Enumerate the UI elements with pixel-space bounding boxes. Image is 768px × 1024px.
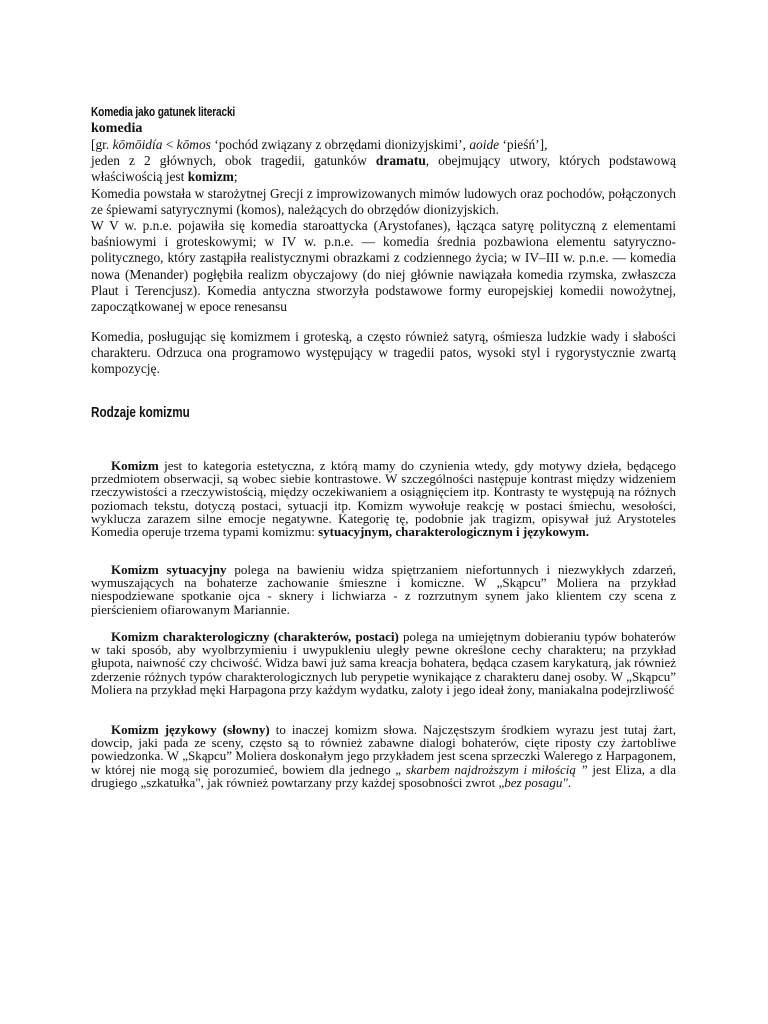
komizm-jezykowy-term: Komizm językowy (słowny): [111, 722, 270, 737]
etymology-word-komoidia: kōmōidía: [112, 137, 163, 152]
definition-term-dramatu: dramatu: [375, 153, 426, 169]
quote-bez-posagu: bez posagu": [504, 774, 568, 790]
etymology-separator: <: [162, 137, 177, 152]
definition-block: [91, 137, 676, 315]
headword: komedia: [91, 121, 143, 136]
komizm-general-paragraph: [91, 459, 676, 538]
definition-text-b: , obejmujący utwory, których podstawową właściwością jest: [91, 153, 676, 185]
komizm-term: Komizm: [111, 458, 159, 473]
quote-skarbem: skarbem najdroższym i miłością ”: [405, 761, 588, 777]
etymology-prefix: [gr.: [91, 137, 113, 152]
komizm-charakterologiczny-text: polega na umiejętnym dobieraniu typów bohaterów w taki sposób, aby wyolbrzymieniu i uwypukleniu uległy pewne określone cechy charakteru; na przykład głupota, naiwność czy chciwość. Widza bawi już sama kreacja bohatera, będąca czasem karykaturą, jak również zderzenie różnych typów charakterologicznych lub perypetie wynikające z charakteru danej osoby. W „Skąpcu” Moliera na przykład męki Harpagona przy każdym wydatku, zaloty i jego ideał żony, maniakalna podejrzliwość: [91, 629, 676, 697]
definition-text-a: jeden z 2 głównych, obok tragedii, gatunków: [91, 153, 376, 169]
section-heading: Rodzaje komizmu: [91, 404, 190, 421]
origin-paragraph: Komedia powstała w starożytnej Grecji z improwizowanych mimów ludowych oraz pochodów, połączonych ze śpiewami satyrycznymi (komos), należących do obrzędów dionizyjskich.: [91, 185, 676, 217]
komizm-general-text: jest to kategoria estetyczna, z którą mamy do czynienia wtedy, gdy motywy dzieła, będącego przedmiotem obserwacji, są wobec siebie kontrastowe. W szczególności następuje kontrast między widzeniem rzeczywistości a rzeczywistością, między oczekiwaniem a osiągnięciem itp. Kontrasty te występują na różnych poziomach tekstu, dotyczą postaci, sytuacji itp. Komizm wywołuje reakcję w postaci śmiechu, wesołości, wyklucza zarazem silne emocje negatywne. Kategorię tę, podobnie jak tragizm, opisywał już Arystoteles Komedia operuje trzema typami komizmu:: [91, 458, 676, 540]
komizm-jezykowy-text-2: jest Eliza, a dla drugiego „szkatułka", jak również powtarzany przy każdej sposobności zwrot „: [91, 761, 676, 790]
document-title: Komedia jako gatunek literacki: [91, 104, 236, 119]
komizm-jezykowy-text-3: .: [567, 774, 572, 790]
etymology-word-komos: kōmos: [176, 137, 211, 152]
komizm-charakterologiczny-term: Komizm charakterologiczny (charakterów, postaci): [111, 629, 399, 644]
etymology-gloss-aoide: ‘pieśń’],: [499, 137, 548, 152]
history-paragraph: W V w. p.n.e. pojawiła się komedia staroattycka (Arystofanes), łącząca satyrę polityczną z elementami baśniowymi i groteskowymi; w IV w. p.n.e. — komedia średnia pozbawiona elementu satyryczno-politycznego, który zastąpiła realistycznymi obrazkami z codziennego życia; w IV–III w. p.n.e. — komedia nowa (Menander) pogłębiła realizm obyczajowy (do niej głównie nawiązała komedia rzymska, zwłaszcza Plaut i Terencjusz). Komedia antyczna stworzyła podstawowe formy europejskiej komedii nowożytnej, zapoczątkowanej w epoce renesansu: [91, 218, 676, 315]
komizm-jezykowy-text-1: to inaczej komizm słowa. Najczęstszym środkiem wyrazu jest tutaj żart, dowcip, jaki pada ze sceny, często są to również zabawne dialogi bohaterów, cięte riposty czy żartobliwe powiedzonka. W „Skąpcu” Moliera doskonałym jego przykładem jest scena sprzeczki Walerego z Harpagonem, w której nie mogą się porozumieć, bowiem dla jednego „: [91, 722, 676, 777]
definition-line: [91, 153, 676, 185]
etymology-gloss-komos: ‘pochód związany z obrzędami dionizyjskimi’,: [210, 137, 470, 152]
komizm-sytuacyjny-term: Komizm sytuacyjny: [111, 562, 227, 577]
komizm-types: sytuacyjnym, charakterologicznym i językowym.: [318, 524, 589, 540]
komizm-sytuacyjny-text: polega na bawieniu widza spiętrzaniem niefortunnych i niezwykłych zdarzeń, wymuszających na bohaterze zachowanie śmieszne i komiczne. W „Skąpcu” Moliera na przykład niespodziewane spotkanie ojca - sknery i lichwiarza - z rozrzutnym synem jako klientem czy scena z pierścieniem ofiarowanym Mariannie.: [91, 562, 676, 617]
etymology-word-aoide: aoide: [469, 137, 500, 152]
definition-term-komizm: komizm: [187, 169, 234, 185]
komizm-sytuacyjny-paragraph: [91, 563, 676, 616]
definition-text-c: ;: [233, 169, 238, 185]
komizm-jezykowy-paragraph: [91, 723, 676, 789]
komizm-charakterologiczny-paragraph: [91, 630, 676, 696]
intro-paragraph: Komedia, posługując się komizmem i groteską, a często również satyrą, ośmiesza ludzkie wady i słabości charakteru. Odrzuca ona programowo występujący w tragedii patos, wysoki styl i rygorystycznie zwartą kompozycję.: [91, 329, 676, 377]
etymology-line: [91, 137, 676, 153]
